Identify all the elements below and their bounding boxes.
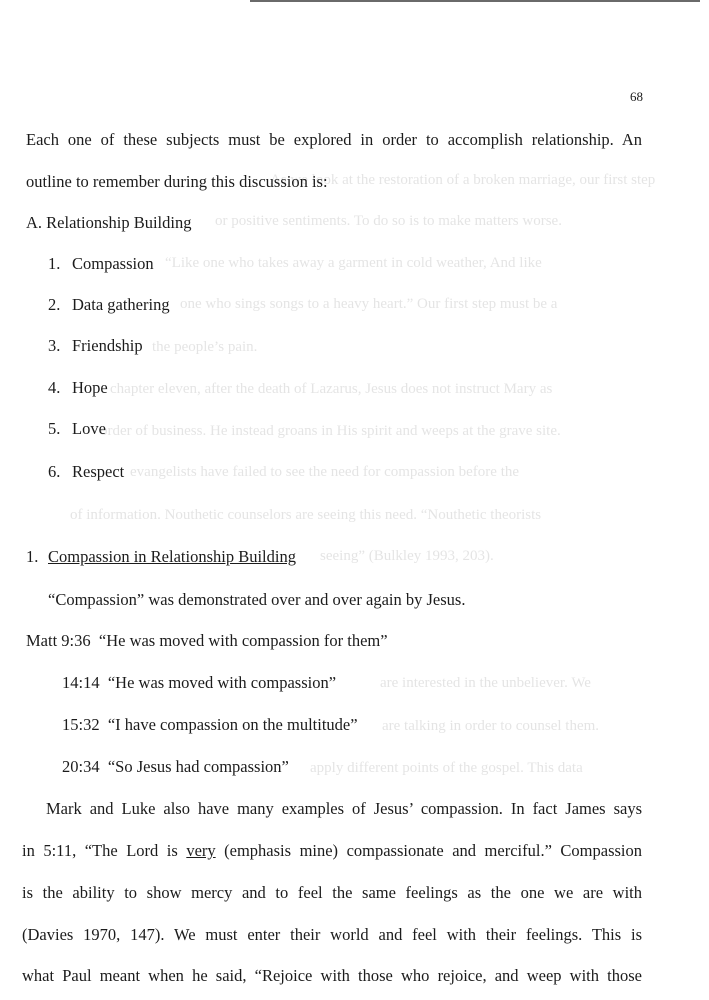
verse-line [62, 759, 289, 776]
bleed-line: “Like one who takes away a garment in cold weather, And like [165, 255, 542, 271]
verse-ref: 20:34 [62, 757, 100, 776]
outline-heading: A. Relationship Building [26, 213, 192, 232]
outline-item-label: Compassion [72, 254, 154, 273]
bleed-line: evangelists have failed to see the need for compassion before the [130, 464, 520, 480]
verse-text: “He was moved with compassion for them” [98, 631, 388, 650]
section-heading [26, 549, 296, 566]
intro-line-2: outline to remember during this discussion is: [26, 172, 328, 191]
verse-text: “He was moved with compassion” [107, 673, 337, 692]
text-span: (emphasis mine) compassionate and merciful.” Compassion [215, 841, 642, 860]
outline-item-label: Hope [72, 378, 108, 397]
bleed-line: the people’s pain. [152, 339, 258, 355]
outline-item-label: Friendship [72, 336, 143, 355]
outline-item [48, 297, 170, 314]
bleed-line: are interested in the unbeliever. We [380, 675, 591, 691]
section-title: Compassion in Relationship Building [48, 547, 296, 566]
outline-item [48, 464, 124, 481]
bleed-line: apply different points of the gospel. This data [310, 760, 583, 776]
outline-item-number: 2. [48, 295, 61, 314]
bleed-line: order of business. He instead groans in His spirit and weeps at the grave site. [100, 423, 561, 439]
body-paragraph-line: Mark and Luke also have many examples of Jesus’ compassion. In fact James says [46, 799, 642, 818]
outline-item [48, 421, 106, 438]
body-paragraph-line: what Paul meant when he said, “Rejoice with those who rejoice, and weep with those [22, 966, 642, 985]
section-number: 1. [26, 547, 39, 566]
outline-item-label: Respect [72, 462, 125, 481]
bleed-line: one who sings songs to a heavy heart.” Our first step must be a [180, 296, 558, 312]
outline-item [48, 380, 108, 397]
verse-line [62, 675, 336, 692]
verse-ref: 15:32 [62, 715, 100, 734]
verse-ref: 14:14 [62, 673, 100, 692]
top-edge-line [250, 0, 700, 2]
body-demonstrated: “Compassion” was demonstrated over and over again by Jesus. [48, 590, 466, 609]
verse-line [26, 633, 388, 650]
verse-text: “So Jesus had compassion” [107, 757, 289, 776]
body-paragraph-line: (Davies 1970, 147). We must enter their world and feel with their feelings. This is [22, 925, 642, 944]
outline-item-number: 5. [48, 419, 61, 438]
verse-line [62, 717, 358, 734]
verse-text: “I have compassion on the multitude” [107, 715, 358, 734]
bleed-line: or positive sentiments. To do so is to make matters worse. [215, 213, 562, 229]
outline-item [48, 256, 154, 273]
body-paragraph-line [22, 843, 642, 860]
bleed-line: chapter eleven, after the death of Lazarus, Jesus does not instruct Mary as [110, 381, 553, 397]
verse-ref: Matt 9:36 [26, 631, 91, 650]
bleed-line: of information. Nouthetic counselors are seeing this need. “Nouthetic theorists [70, 507, 542, 523]
outline-item [48, 338, 143, 355]
outline-item-number: 6. [48, 462, 61, 481]
body-paragraph-line: is the ability to show mercy and to feel the same feelings as the one we are with [22, 883, 642, 902]
intro-line-1: Each one of these subjects must be explored in order to accomplish relationship. An [26, 130, 642, 149]
outline-item-number: 4. [48, 378, 61, 397]
bleed-line: are talking in order to counsel them. [382, 718, 600, 734]
outline-item-label: Love [72, 419, 106, 438]
outline-item-label: Data gathering [72, 295, 170, 314]
page-number: 68 [630, 89, 643, 104]
bleed-line: seeing” (Bulkley 1993, 203). [320, 548, 494, 564]
emphasis-word: very [186, 841, 216, 860]
outline-item-number: 3. [48, 336, 61, 355]
text-span: in 5:11, “The Lord is [22, 841, 187, 860]
outline-item-number: 1. [48, 254, 61, 273]
bleed-line: As we look at the restoration of a broken marriage, our first step [270, 172, 656, 188]
